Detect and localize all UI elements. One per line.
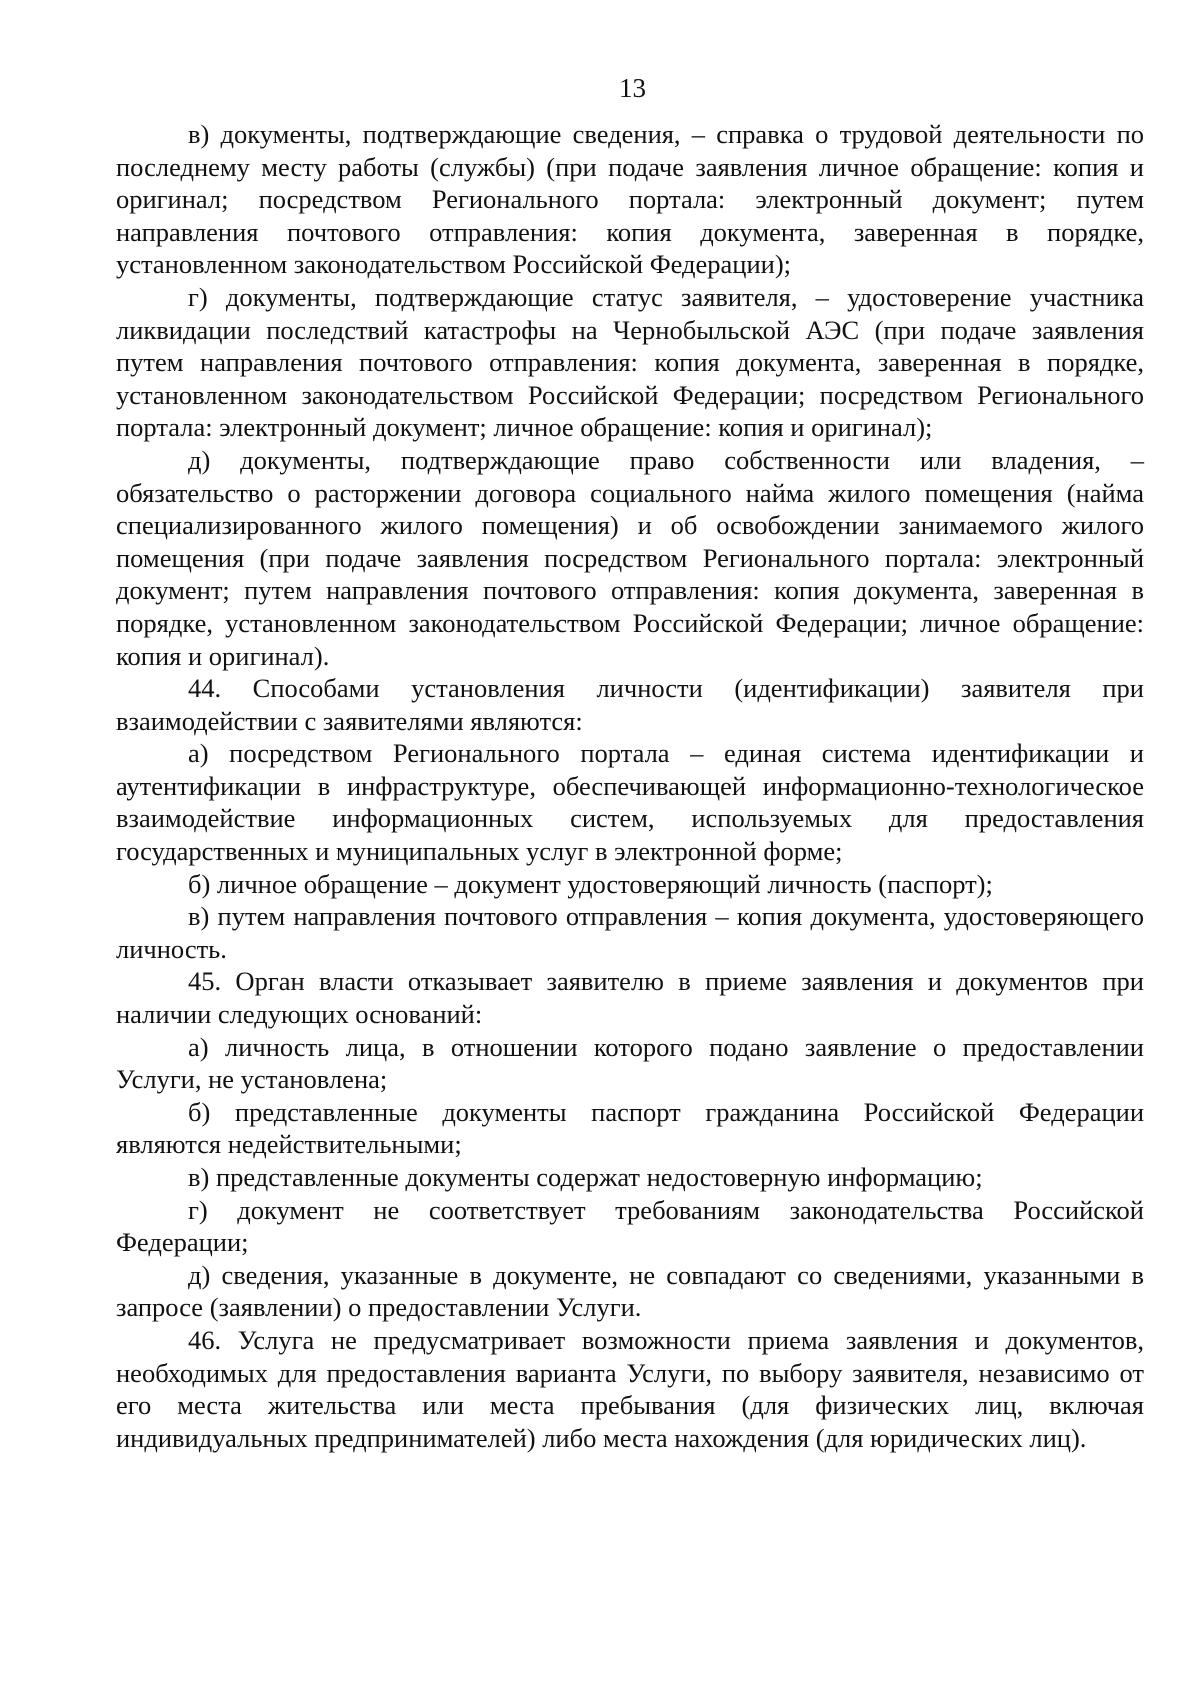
paragraph-45-g-non-compliance: г) документ не соответствует требованиям законодательства Российской Федерации;: [116, 1194, 1144, 1258]
page-number: 13: [619, 73, 646, 103]
paragraph-44-identification-methods: 44. Способами установления личности (идентификации) заявителя при взаимодействии с заявителями являются:: [116, 673, 1144, 736]
document-body: [116, 118, 1144, 1454]
paragraph-d-ownership-rights: д) документы, подтверждающие право собственности или владения, – обязательство о расторжении договора социального найма жилого помещения (найма специализированного жилого помещения) и об освобождении занимаемого жилого помещения (при подаче заявления посредством Регионального портала: электронный документ; путем направления почтового отправления: копия документа, заверенная в порядке, установленном законодательством Российской Федерации; личное обращение: копия и оригинал).: [116, 444, 1144, 671]
paragraph-v-work-info: в) документы, подтверждающие сведения, – справка о трудовой деятельности по последнему месту работы (службы) (при подаче заявления личное обращение: копия и оригинал; посредством Регионального портала: электронный документ; путем направления почтового отправления: копия документа, заверенная в порядке, установленном законодательством Российской Федерации);: [116, 119, 1144, 280]
paragraph-44-v-postal: в) путем направления почтового отправления – копия документа, удостоверяющего личность.: [116, 901, 1144, 964]
paragraph-45-b-invalid-documents: б) представленные документы паспорт гражданина Российской Федерации являются недействительными;: [116, 1096, 1144, 1160]
paragraph-44-a-regional-portal: а) посредством Регионального портала – единая система идентификации и аутентификации в инфраструктуре, обеспечивающей информационно-технологическое взаимодействие информационных систем, используемых для предоставления государственных и муниципальных услуг в электронной форме;: [116, 738, 1144, 867]
paragraph-45-v-false-information: в) представленные документы содержат недостоверную информацию;: [188, 1162, 983, 1192]
paragraph-45-d-mismatch: д) сведения, указанные в документе, не совпадают со сведениями, указанными в запросе (заявлении) о предоставлении Услуги.: [116, 1259, 1144, 1323]
paragraph-44-b-personal-visit: б) личное обращение – документ удостоверяющий личность (паспорт);: [188, 868, 993, 899]
paragraph-g-applicant-status: г) документы, подтверждающие статус заявителя, – удостоверение участника ликвидации последствий катастрофы на Чернобыльской АЭС (при подаче заявления путем направления почтового отправления: копия документа, заверенная в порядке, установленном законодательством Российской Федерации; посредством Регионального портала: электронный документ; личное обращение: копия и оригинал);: [116, 281, 1144, 443]
paragraph-46-extraterritorial: 46. Услуга не предусматривает возможности приема заявления и документов, необходимых для предоставления варианта Услуги, по выбору заявителя, независимо от его места жительства или места пребывания (для физических лиц, включая индивидуальных предпринимателей) либо места нахождения (для юридических лиц).: [116, 1324, 1144, 1453]
paragraph-45-refusal-grounds: 45. Орган власти отказывает заявителю в приеме заявления и документов при наличии следующих оснований:: [116, 966, 1144, 1030]
paragraph-45-a-identity-not-established: а) личность лица, в отношении которого подано заявление о предоставлении Услуги, не установлена;: [116, 1031, 1144, 1095]
